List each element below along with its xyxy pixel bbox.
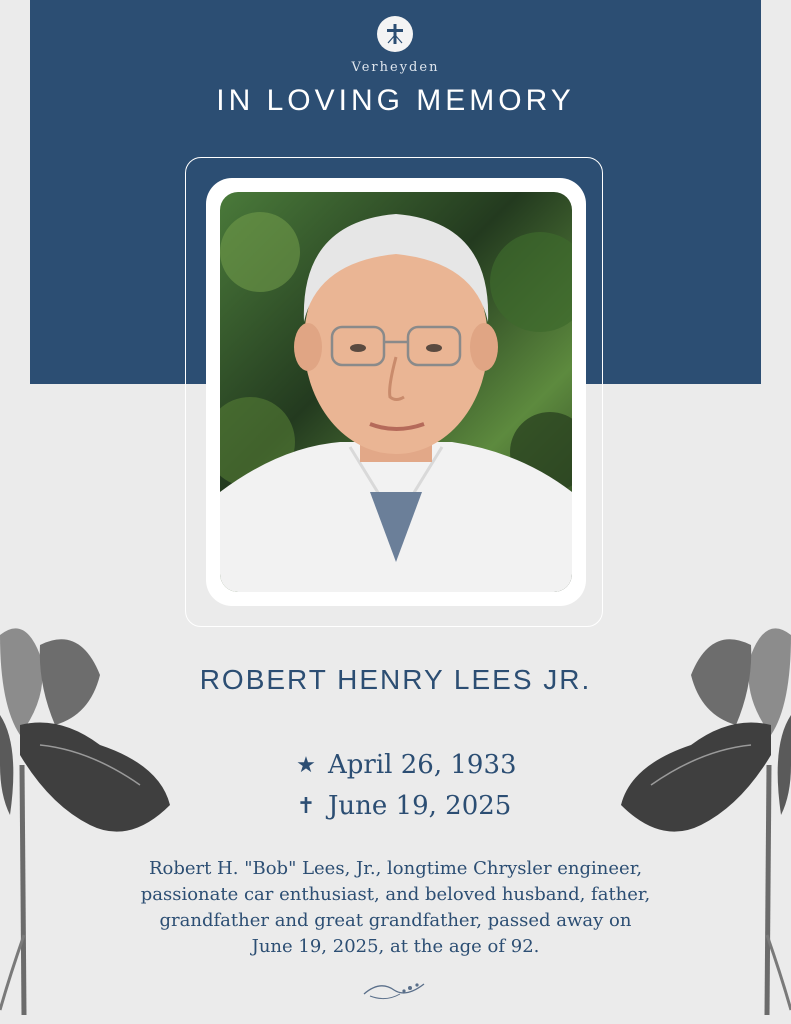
portrait-photo — [220, 192, 572, 592]
obituary-line: Robert H. "Bob" Lees, Jr., longtime Chrysler engineer, — [148, 858, 643, 879]
iris-flower-right-icon — [611, 615, 791, 1015]
brand-name: Verheyden — [351, 60, 440, 75]
birth-date-row — [292, 748, 517, 782]
cross-logo-icon — [377, 16, 413, 52]
flourish-ornament-icon — [360, 974, 430, 1004]
death-date: June 19, 2025 — [328, 791, 512, 821]
deceased-name: ROBERT HENRY LEES JR. — [199, 664, 592, 695]
iris-flower-left-icon — [0, 615, 180, 1015]
obituary-line: grandfather and great grandfather, passed away on — [159, 910, 632, 931]
obituary-text — [128, 856, 663, 960]
obituary-line: June 19, 2025, at the age of 92. — [251, 936, 540, 957]
cross-icon: ✝ — [296, 793, 316, 819]
death-date-row — [292, 789, 511, 823]
star-icon: ★ — [296, 752, 316, 778]
page-title: IN LOVING MEMORY — [216, 84, 575, 117]
obituary-line: passionate car enthusiast, and beloved husband, father, — [140, 884, 651, 905]
birth-date: April 26, 1933 — [328, 750, 517, 780]
